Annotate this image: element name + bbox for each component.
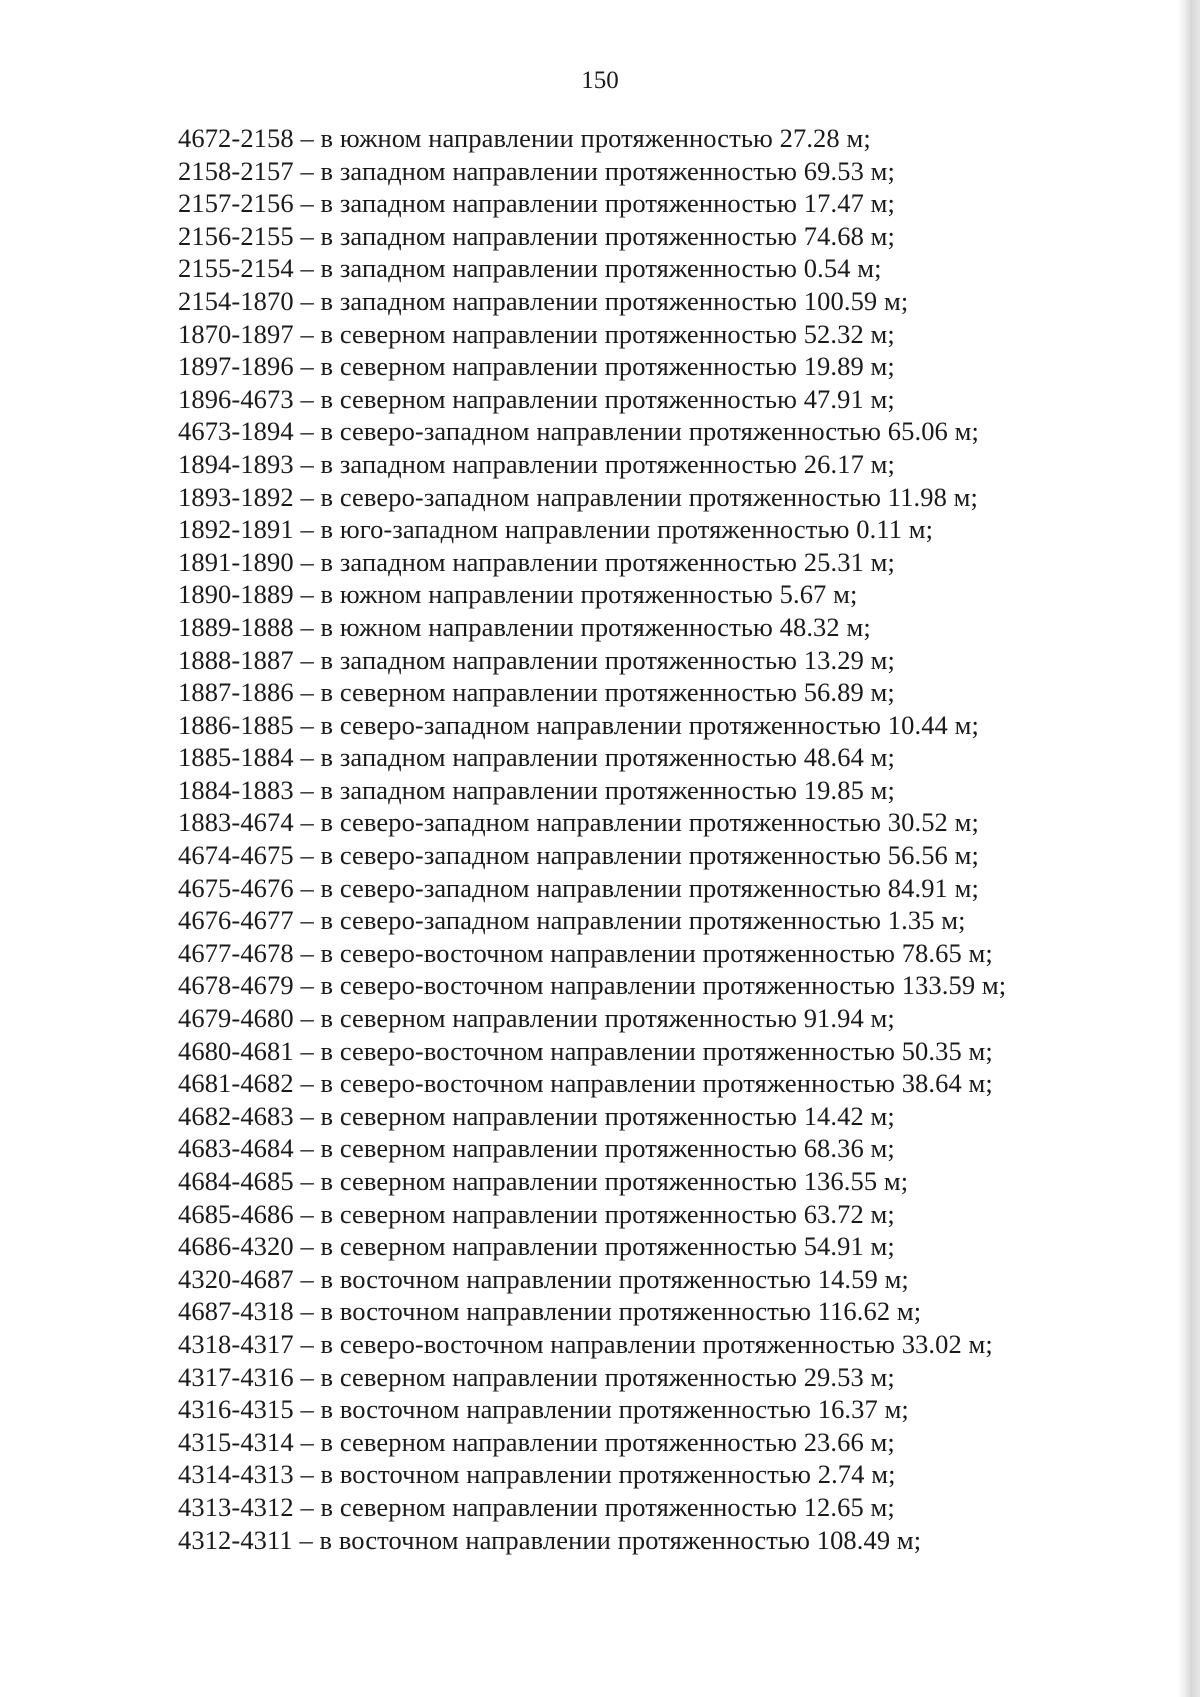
boundary-line: 4686-4320 – в северном направлении протяженностью 54.91 м;	[178, 1231, 895, 1262]
boundary-line: 1890-1889 – в южном направлении протяженностью 5.67 м;	[178, 579, 858, 610]
boundary-line: 4679-4680 – в северном направлении протяженностью 91.94 м;	[178, 1003, 895, 1034]
boundary-line: 4675-4676 – в северо-западном направлении протяженностью 84.91 м;	[178, 872, 979, 903]
boundary-line: 2154-1870 – в западном направлении протяженностью 100.59 м;	[178, 285, 909, 316]
boundary-line: 1891-1890 – в западном направлении протяженностью 25.31 м;	[178, 546, 895, 577]
boundary-line: 4684-4685 – в северном направлении протяженностью 136.55 м;	[178, 1166, 909, 1196]
boundary-line: 4682-4683 – в северном направлении протяженностью 14.42 м;	[178, 1100, 895, 1131]
boundary-line: 1883-4674 – в северо-западном направлении протяженностью 30.52 м;	[178, 807, 979, 838]
boundary-line: 4672-2158 – в южном направлении протяженностью 27.28 м;	[178, 123, 871, 153]
scan-edge-shadow	[1178, 0, 1200, 1697]
boundary-line: 2158-2157 – в западном направлении протяженностью 69.53 м;	[178, 155, 895, 186]
boundary-line: 1893-1892 – в северо-западном направлении протяженностью 11.98 м;	[178, 481, 978, 512]
boundary-line: 1892-1891 – в юго-западном направлении протяженностью 0.11 м;	[178, 514, 934, 545]
boundary-line: 1870-1897 – в северном направлении протяженностью 52.32 м;	[178, 318, 895, 349]
boundary-line: 2155-2154 – в западном направлении протяженностью 0.54 м;	[178, 253, 882, 284]
boundary-line: 1896-4673 – в северном направлении протяженностью 47.91 м;	[178, 383, 895, 414]
boundary-line: 4685-4686 – в северном направлении протяженностью 63.72 м;	[178, 1198, 895, 1229]
boundary-line: 4678-4679 – в северо-восточном направлении протяженностью 133.59 м;	[178, 970, 1007, 1001]
boundary-line: 1885-1884 – в западном направлении протяженностью 48.64 м;	[178, 742, 895, 773]
boundary-line: 4676-4677 – в северо-западном направлении протяженностью 1.35 м;	[178, 905, 966, 936]
boundary-line: 1897-1896 – в северном направлении протяженностью 19.89 м;	[178, 351, 895, 382]
boundary-line: 4320-4687 – в восточном направлении протяженностью 14.59 м;	[178, 1263, 909, 1294]
boundary-line: 2156-2155 – в западном направлении протяженностью 74.68 м;	[178, 220, 895, 251]
boundary-line: 4687-4318 – в восточном направлении протяженностью 116.62 м;	[178, 1296, 922, 1327]
boundary-line: 1894-1893 – в западном направлении протяженностью 26.17 м;	[178, 448, 895, 479]
boundary-line: 4315-4314 – в северном направлении протяженностью 23.66 м;	[178, 1426, 895, 1457]
boundary-line: 1886-1885 – в северо-западном направлении протяженностью 10.44 м;	[178, 709, 979, 740]
boundary-line: 4312-4311 – в восточном направлении протяженностью 108.49 м;	[178, 1524, 922, 1555]
boundary-line: 2157-2156 – в западном направлении протяженностью 17.47 м;	[178, 188, 895, 219]
boundary-line: 4677-4678 – в северо-восточном направлении протяженностью 78.65 м;	[178, 937, 993, 968]
boundary-description-list	[178, 122, 1006, 1556]
boundary-line: 4673-1894 – в северо-западном направлении протяженностью 65.06 м;	[178, 416, 979, 447]
boundary-line: 4313-4312 – в северном направлении протяженностью 12.65 м;	[178, 1491, 895, 1522]
boundary-line: 1884-1883 – в западном направлении протяженностью 19.85 м;	[178, 774, 895, 805]
boundary-line: 4314-4313 – в восточном направлении протяженностью 2.74 м;	[178, 1459, 896, 1490]
boundary-line: 4680-4681 – в северо-восточном направлении протяженностью 50.35 м;	[178, 1035, 993, 1066]
boundary-line: 1887-1886 – в северном направлении протяженностью 56.89 м;	[178, 677, 895, 708]
boundary-line: 4674-4675 – в северо-западном направлении протяженностью 56.56 м;	[178, 840, 979, 871]
boundary-line: 1888-1887 – в западном направлении протяженностью 13.29 м;	[178, 644, 895, 675]
page-number: 150	[581, 67, 619, 94]
boundary-line: 4316-4315 – в восточном направлении протяженностью 16.37 м;	[178, 1394, 909, 1425]
boundary-line: 4681-4682 – в северо-восточном направлении протяженностью 38.64 м;	[178, 1068, 993, 1099]
boundary-line: 4318-4317 – в северо-восточном направлении протяженностью 33.02 м;	[178, 1328, 993, 1359]
boundary-line: 1889-1888 – в южном направлении протяженностью 48.32 м;	[178, 611, 871, 642]
boundary-line: 4317-4316 – в северном направлении протяженностью 29.53 м;	[178, 1361, 895, 1392]
boundary-line: 4683-4684 – в северном направлении протяженностью 68.36 м;	[178, 1133, 895, 1164]
